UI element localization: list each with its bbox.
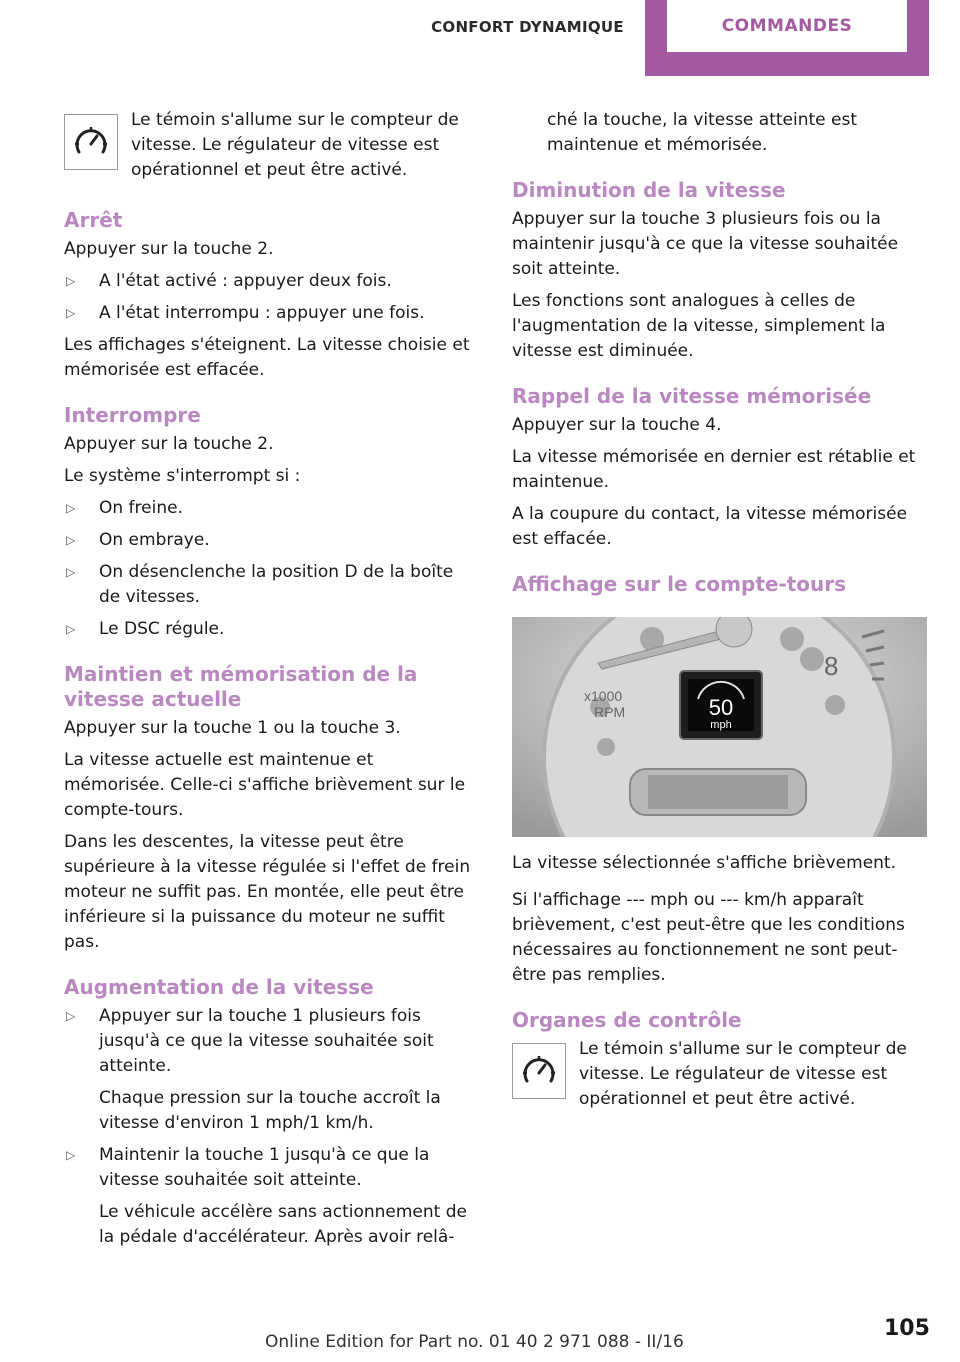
bullet-text: On désenclenche la position D de la boîte de vitesses. (99, 562, 454, 607)
bullet-triangle-icon: ▷ (66, 274, 76, 288)
bullet-triangle-icon: ▷ (66, 622, 76, 636)
interrompre-bullet-4 (64, 617, 479, 642)
augmentation-bullet-1 (64, 1004, 479, 1136)
header-section (420, 18, 635, 58)
heading-maintien: Maintien et mémorisation de la vitesse actuelle (64, 662, 418, 711)
heading-organes: Organes de contrôle (512, 1008, 742, 1032)
rappel-p3: A la coupure du contact, la vitesse mémorisée est effacée. (512, 504, 908, 549)
bullet-text: A l'état activé : appuyer deux fois. (99, 271, 392, 291)
bullet-text: Appuyer sur la touche 1 plusieurs fois jusqu'à ce que la vitesse souhaitée soit atteinte. (99, 1006, 434, 1076)
diminution-p2: Les fonctions sont analogues à celles de l'augmentation de la vitesse, simplement la vitesse est diminuée. (512, 291, 886, 361)
page-number: 105 (884, 1316, 930, 1341)
gauge-dot (825, 695, 845, 715)
cruise-control-icon (512, 1043, 566, 1099)
display-speed: 50 (708, 695, 734, 720)
heading-interrompre: Interrompre (64, 403, 201, 427)
gauge-dot (800, 647, 824, 671)
header-section-label: CONFORT DYNAMIQUE (431, 18, 624, 36)
continued-text (512, 108, 927, 158)
arret-bullet-2 (64, 301, 479, 326)
heading-augmentation: Augmentation de la vitesse (64, 975, 374, 999)
footer-edition: Online Edition for Part no. 01 40 2 971 088 - II/16 (265, 1332, 684, 1352)
display-unit: mph (710, 719, 732, 731)
header-chapter-label: COMMANDES (667, 0, 907, 52)
organes-indicator-block (512, 1037, 927, 1117)
augmentation-bullet-2 (64, 1143, 479, 1250)
bullet-subtext: Chaque pression sur la touche accroît la vitesse d'environ 1 mph/1 km/h. (99, 1088, 441, 1133)
gauge-dot (780, 627, 804, 651)
gauge-unit-label: RPM (594, 704, 626, 720)
interrompre-bullet-2 (64, 528, 479, 553)
diminution-p1: Appuyer sur la touche 3 plusieurs fois ou la maintenir jusqu'à ce que la vitesse souhaitée soit atteinte. (512, 209, 899, 279)
heading-diminution: Diminution de la vitesse (512, 178, 786, 202)
interrompre-intro: Appuyer sur la touche 2. (64, 434, 274, 454)
organes-indicator-text: Le témoin s'allume sur le compteur de vitesse. Le régulateur de vitesse est opérationnel et peut être activé. (579, 1039, 907, 1109)
bullet-triangle-icon: ▷ (66, 306, 76, 320)
bullet-text: Maintenir la touche 1 jusqu'à ce que la vitesse souhaitée soit atteinte. (99, 1145, 430, 1190)
continued-paragraph: ché la touche, la vitesse atteinte est maintenue et mémorisée. (547, 110, 858, 155)
gauge-caption: La vitesse sélectionnée s'affiche brièvement. (512, 853, 896, 873)
cruise-indicator-block (64, 108, 479, 188)
arret-bullet-1 (64, 269, 479, 294)
heading-rappel: Rappel de la vitesse mémorisée (512, 384, 872, 408)
arret-intro: Appuyer sur la touche 2. (64, 239, 274, 259)
interrompre-bullet-1 (64, 496, 479, 521)
bullet-text: On embraye. (99, 530, 210, 550)
rappel-p2: La vitesse mémorisée en dernier est rétablie et maintenue. (512, 447, 916, 492)
bullet-text: On freine. (99, 498, 183, 518)
interrompre-intro2: Le système s'interrompt si : (64, 466, 301, 486)
bullet-triangle-icon: ▷ (66, 501, 76, 515)
bullet-triangle-icon: ▷ (66, 1148, 76, 1162)
left-column (64, 108, 479, 1257)
indicator-text: Le témoin s'allume sur le compteur de vitesse. Le régulateur de vitesse est opérationnel et peut être activé. (131, 110, 459, 180)
maintien-p1: Appuyer sur la touche 1 ou la touche 3. (64, 718, 401, 738)
maintien-p2: La vitesse actuelle est maintenue et mémorisée. Celle-ci s'affiche brièvement sur le compte-tours. (64, 750, 466, 820)
arret-text: Les affichages s'éteignent. La vitesse choisie et mémorisée est effacée. (64, 335, 470, 380)
bullet-triangle-icon: ▷ (66, 1009, 76, 1023)
gauge-dot (597, 738, 615, 756)
right-column (512, 108, 927, 1123)
bullet-subtext: Le véhicule accélère sans actionnement de la pédale d'accélérateur. Après avoir relâ- (99, 1202, 467, 1247)
affichage-p1: Si l'affichage --- mph ou --- km/h apparaît brièvement, c'est peut-être que les conditions nécessaires au fonctionnement ne sont peut-être pas remplies. (512, 890, 905, 985)
header-chapter-tab (645, 0, 929, 76)
bullet-text: A l'état interrompu : appuyer une fois. (99, 303, 425, 323)
heading-affichage: Affichage sur le compte-tours (512, 572, 847, 596)
maintien-p3: Dans les descentes, la vitesse peut être supérieure à la vitesse régulée si l'effet de frein moteur ne suffit pas. En montée, elle peut être inférieure si la puissance du moteur ne suffit pas. (64, 832, 471, 952)
gauge-scale-label: x1000 (584, 688, 623, 704)
bullet-text: Le DSC régule. (99, 619, 225, 639)
heading-arret: Arrêt (64, 208, 123, 232)
cruise-control-icon (64, 114, 118, 170)
gauge-tick-8: 8 (824, 651, 839, 681)
tachometer-photo (512, 617, 927, 837)
rappel-p1: Appuyer sur la touche 4. (512, 415, 722, 435)
bullet-triangle-icon: ▷ (66, 533, 76, 547)
interrompre-bullet-3 (64, 560, 479, 610)
bullet-triangle-icon: ▷ (66, 565, 76, 579)
